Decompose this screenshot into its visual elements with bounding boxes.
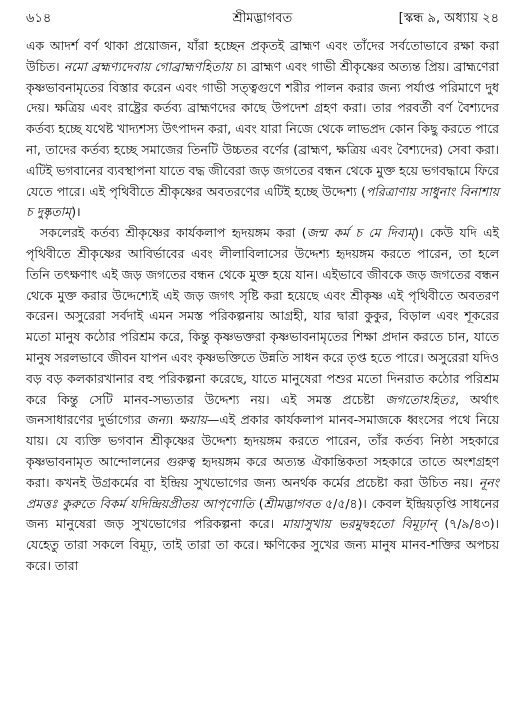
italic-quote: ক্ষয়ায় [178,412,207,428]
text-run: )। [71,204,81,220]
text-run: , অর্থাৎ জনসাধারণের দুর্ভাগ্যের [26,391,499,428]
text-run: (৭/৯/৪৩)। যেহেতু তারা সকলে বিমূঢ়, তাই তারা তা করে। ক্ষণিকের সুখের জন্য মানুষ মানব-শক্তির অপচয় করে। তারা [26,516,499,573]
italic-quote: নমো ব্রহ্মণ্যদেবায় গোব্রাহ্মণহিতায় চ [63,58,243,74]
text-run: । ব্রাহ্মণ এবং গাভী শ্রীকৃষ্ণের অত্যন্ত প্রিয়। ব্রাহ্মণেরা কৃষ্ণভাবনামৃতের বিস্তার করেন এবং গাভী সত্ত্বগুণে শরীর পালন করার জন্য পর্যাপ্ত পরিমাণে দুধ দেয়। ক্ষত্রিয় এবং রাষ্ট্রের কর্তব্য ব্রাহ্মণদের কাছে উপদেশ গ্রহণ করা। তার পরবর্তী বর্ণ বৈশ্যদের কর্তব্য হচ্ছে যথেষ্ট খাদ্যশস্য উৎপাদন করা, এবং যারা নিজে থেকে লাভপ্রদ কোন কিছু করতে পারে না, তাদের কর্তব্য হচ্ছে সমাজের তিনটি উচ্চতর বর্ণের (ব্রাহ্মণ, ক্ষত্রিয় এবং বৈশ্যদের) সেবা করা। এটিই ভগবানের ব্যবস্থাপনা যাতে বদ্ধ জীবেরা জড় জগতের বন্ধন থেকে মুক্ত হয়ে ভগবদ্ধামে ফিরে যেতে পারে। এই পৃথিবীতে শ্রীকৃষ্ণের অবতরণের এটিই হচ্ছে উদ্দেশ্য ( [26,58,499,199]
italic-quote: মায়াসুখায় ভরমুদ্বহতো বিমূঢ়ান্ [282,516,437,532]
section-reference: [স্কন্ধ ৯, অধ্যায় ২৪ [398,11,499,26]
italic-quote: পরিত্রাণায় সাধুনাং বিনাশায় চ দুষ্কৃতাম্ [26,183,499,220]
paragraph-1 [26,36,499,223]
text-run: —এই প্রকার কার্যকলাপ মানব-সমাজকে ধ্বংসের পথে নিয়ে যায়। যে ব্যক্তি ভগবান শ্রীকৃষ্ণের উদ্দেশ্য হৃদয়ঙ্গম করতে পারেন, তাঁর কর্তব্য নিষ্ঠা সহকারে কৃষ্ণভাবনামৃত আন্দোলনের গুরুত্ব হৃদয়ঙ্গম করে অত্যন্ত ঐকান্তিকতা সহকারে তাতে অংশগ্রহণ করা। কখনই উগ্রকর্মের বা ইন্দ্রিয় সুখভোগের জন্য অনর্থক কর্মের প্রচেষ্টা করা উচিত নয়। [26,412,499,490]
book-title: শ্রীমদ্ভাগবত [232,11,293,26]
text-run: সকলেরই কর্তব্য শ্রীকৃষ্ণের কার্যকলাপ হৃদয়ঙ্গম করা ( [40,225,307,241]
italic-quote: নূনং প্রমত্তঃ কুরুতে বিকর্ম যদিন্দ্রিয়প্রীতয় আপৃণোতি [26,474,499,511]
page-number: ৬১৪ [26,11,52,26]
page-body [26,36,499,577]
italic-quote: জগতোঽহিতঃ [385,391,456,407]
italic-quote: জন্য [146,412,169,428]
running-header [26,9,499,31]
italic-quote: শ্রীমদ্ভাগবত [263,495,321,511]
text-run: )। কেউ যদি এই পৃথিবীতে শ্রীকৃষ্ণের আবির্ভাবের এবং লীলাবিলাসের উদ্দেশ্য হৃদয়ঙ্গম করতে পারেন, তা হলে তিনি তৎক্ষণাৎ এই জড় জগতের বন্ধন থেকে মুক্ত হয়ে যান। এইভাবে জীবকে জড় জগতের বন্ধন থেকে মুক্ত করার উদ্দেশ্যেই এই জড় জগৎ সৃষ্টি করা হয়েছে এবং শ্রীকৃষ্ণ এই পৃথিবীতে অবতরণ করেন। অসুরেরা সর্বদাই এমন সমস্ত পরিকল্পনায় আগ্রহী, যার দ্বারা কুকুর, বিড়াল এবং শূকরের মতো মানুষ কঠোর পরিশ্রম করে, কিন্তু কৃষ্ণভক্তরা কৃষ্ণভাবনামৃতের শিক্ষা প্রদান করতে চান, যাতে মানুষ সরলভাবে জীবন যাপন এবং কৃষ্ণভক্তিতে উন্নতি সাধন করে তৃপ্ত হতে পারে। অসুরেরা যদিও বড় বড় কলকারখানার বহু পরিকল্পনা করেছে, যাতে মানুষেরা পশুর মতো দিনরাত কঠোর পরিশ্রম করে কিন্তু সেটি মানব-সভ্যতার উদ্দেশ্য নয়। এই সমস্ত প্রচেষ্টা [26,225,499,407]
text-run: এক আদর্শ বর্ণ থাকা প্রয়োজন, যাঁরা হচ্ছেন প্রকৃতই ব্রাহ্মণ এবং তাঁদের সর্বতোভাবে রক্ষা করা উচিত। [26,38,499,74]
italic-quote: জন্ম কর্ম চ মে দিব্যম্ [306,225,415,241]
text-run: ৫/৫/৪)। কেবল ইন্দ্রিয়তৃপ্তি সাধনের জন্য মানুষেরা জড় সুখভোগের পরিকল্পনা করে। [26,495,500,532]
paragraph-2 [26,223,499,577]
text-run: । [168,412,179,428]
text-run: ( [254,495,264,511]
